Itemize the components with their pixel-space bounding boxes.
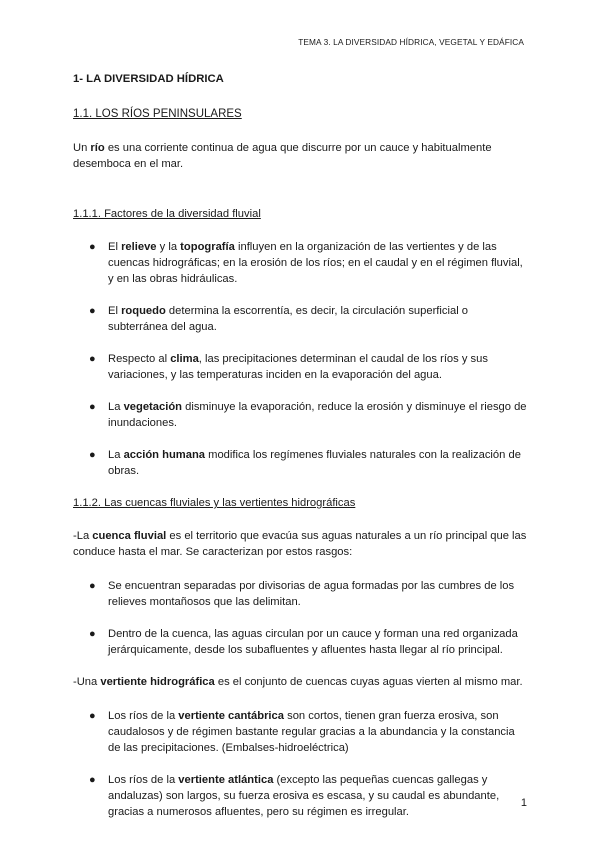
bullet-icon: ● xyxy=(89,353,96,365)
list-item: ● Los ríos de la vertiente cantábrica son cortos, tienen gran fuerza erosiva, son caudalosos y de régimen bastante regular gracias a la abundancia y la constancia de las precipitaciones. (Embalses-hidroeléctrica) xyxy=(89,710,515,754)
bullet-icon: ● xyxy=(89,401,96,413)
running-header: TEMA 3. LA DIVERSIDAD HÍDRICA, VEGETAL Y EDÁFICA xyxy=(298,37,524,47)
term-vertiente-hidrografica: vertiente hidrográfica xyxy=(100,676,215,688)
bullet-icon: ● xyxy=(89,774,96,786)
intro-paragraph: Un río es una corriente continua de agua que discurre por un cauce y habitualmente desemboca en el mar. xyxy=(73,142,492,170)
list-item: ● El relieve y la topografía influyen en la organización de las vertientes y de las cuencas hidrográficas; en la erosión de los ríos; en el caudal y en el régimen fluvial, y en las obras hidráulicas. xyxy=(89,241,523,285)
bullet-icon: ● xyxy=(89,449,96,461)
page-number: 1 xyxy=(520,797,527,809)
list-item: ● Dentro de la cuenca, las aguas circulan por un cauce y forman una red organizada jerárquicamente, desde los subafluentes y afluentes hasta llegar al río principal. xyxy=(89,628,518,656)
list-item: ● La vegetación disminuye la evaporación, reduce la erosión y disminuye el riesgo de inundaciones. xyxy=(89,401,527,429)
bullet-icon: ● xyxy=(89,580,96,592)
heading-factores: 1.1.1. Factores de la diversidad fluvial xyxy=(73,208,261,220)
heading-cuencas-vertientes: 1.1.2. Las cuencas fluviales y las vertientes hidrográficas xyxy=(73,497,356,509)
bullet-icon: ● xyxy=(89,628,96,640)
list-item: ● Se encuentran separadas por divisorias de agua formadas por las cumbres de los relieves montañosos que las delimitan. xyxy=(89,580,515,608)
bullet-icon: ● xyxy=(89,241,96,253)
factors-list xyxy=(73,239,528,479)
bullet-icon: ● xyxy=(89,305,96,317)
term-cuenca-fluvial: cuenca fluvial xyxy=(92,530,167,542)
heading-diversidad-hidrica: 1- LA DIVERSIDAD HÍDRICA xyxy=(73,73,224,85)
vertiente-list xyxy=(73,708,528,820)
list-item: ● El roquedo determina la escorrentía, es decir, la circulación superficial o subterránea del agua. xyxy=(89,305,469,333)
list-item: ● La acción humana modifica los regímenes fluviales naturales con la realización de obras. xyxy=(89,449,521,477)
page-content xyxy=(73,71,528,836)
heading-rios-peninsulares: 1.1. LOS RÍOS PENINSULARES xyxy=(73,108,242,120)
list-item: ● Respecto al clima, las precipitaciones determinan el caudal de los ríos y sus variaciones, y las temperaturas inciden en la evaporación del agua. xyxy=(89,353,488,381)
list-item: ● Los ríos de la vertiente atlántica (excepto las pequeñas cuencas gallegas y andaluzas) son largos, su fuerza erosiva es escasa, y su caudal es abundante, gracias a numerosos afluentes, pero su régimen es irregular. xyxy=(89,774,500,818)
cuenca-paragraph: -La cuenca fluvial es el territorio que evacúa sus aguas naturales a un río principal que las conduce hasta el mar. Se caracterizan por estos rasgos: xyxy=(73,530,527,558)
vertiente-paragraph: -Una vertiente hidrográfica es el conjunto de cuencas cuyas aguas vierten al mismo mar. xyxy=(73,676,523,688)
cuenca-list xyxy=(73,578,528,658)
term-rio: río xyxy=(90,142,105,154)
bullet-icon: ● xyxy=(89,710,96,722)
